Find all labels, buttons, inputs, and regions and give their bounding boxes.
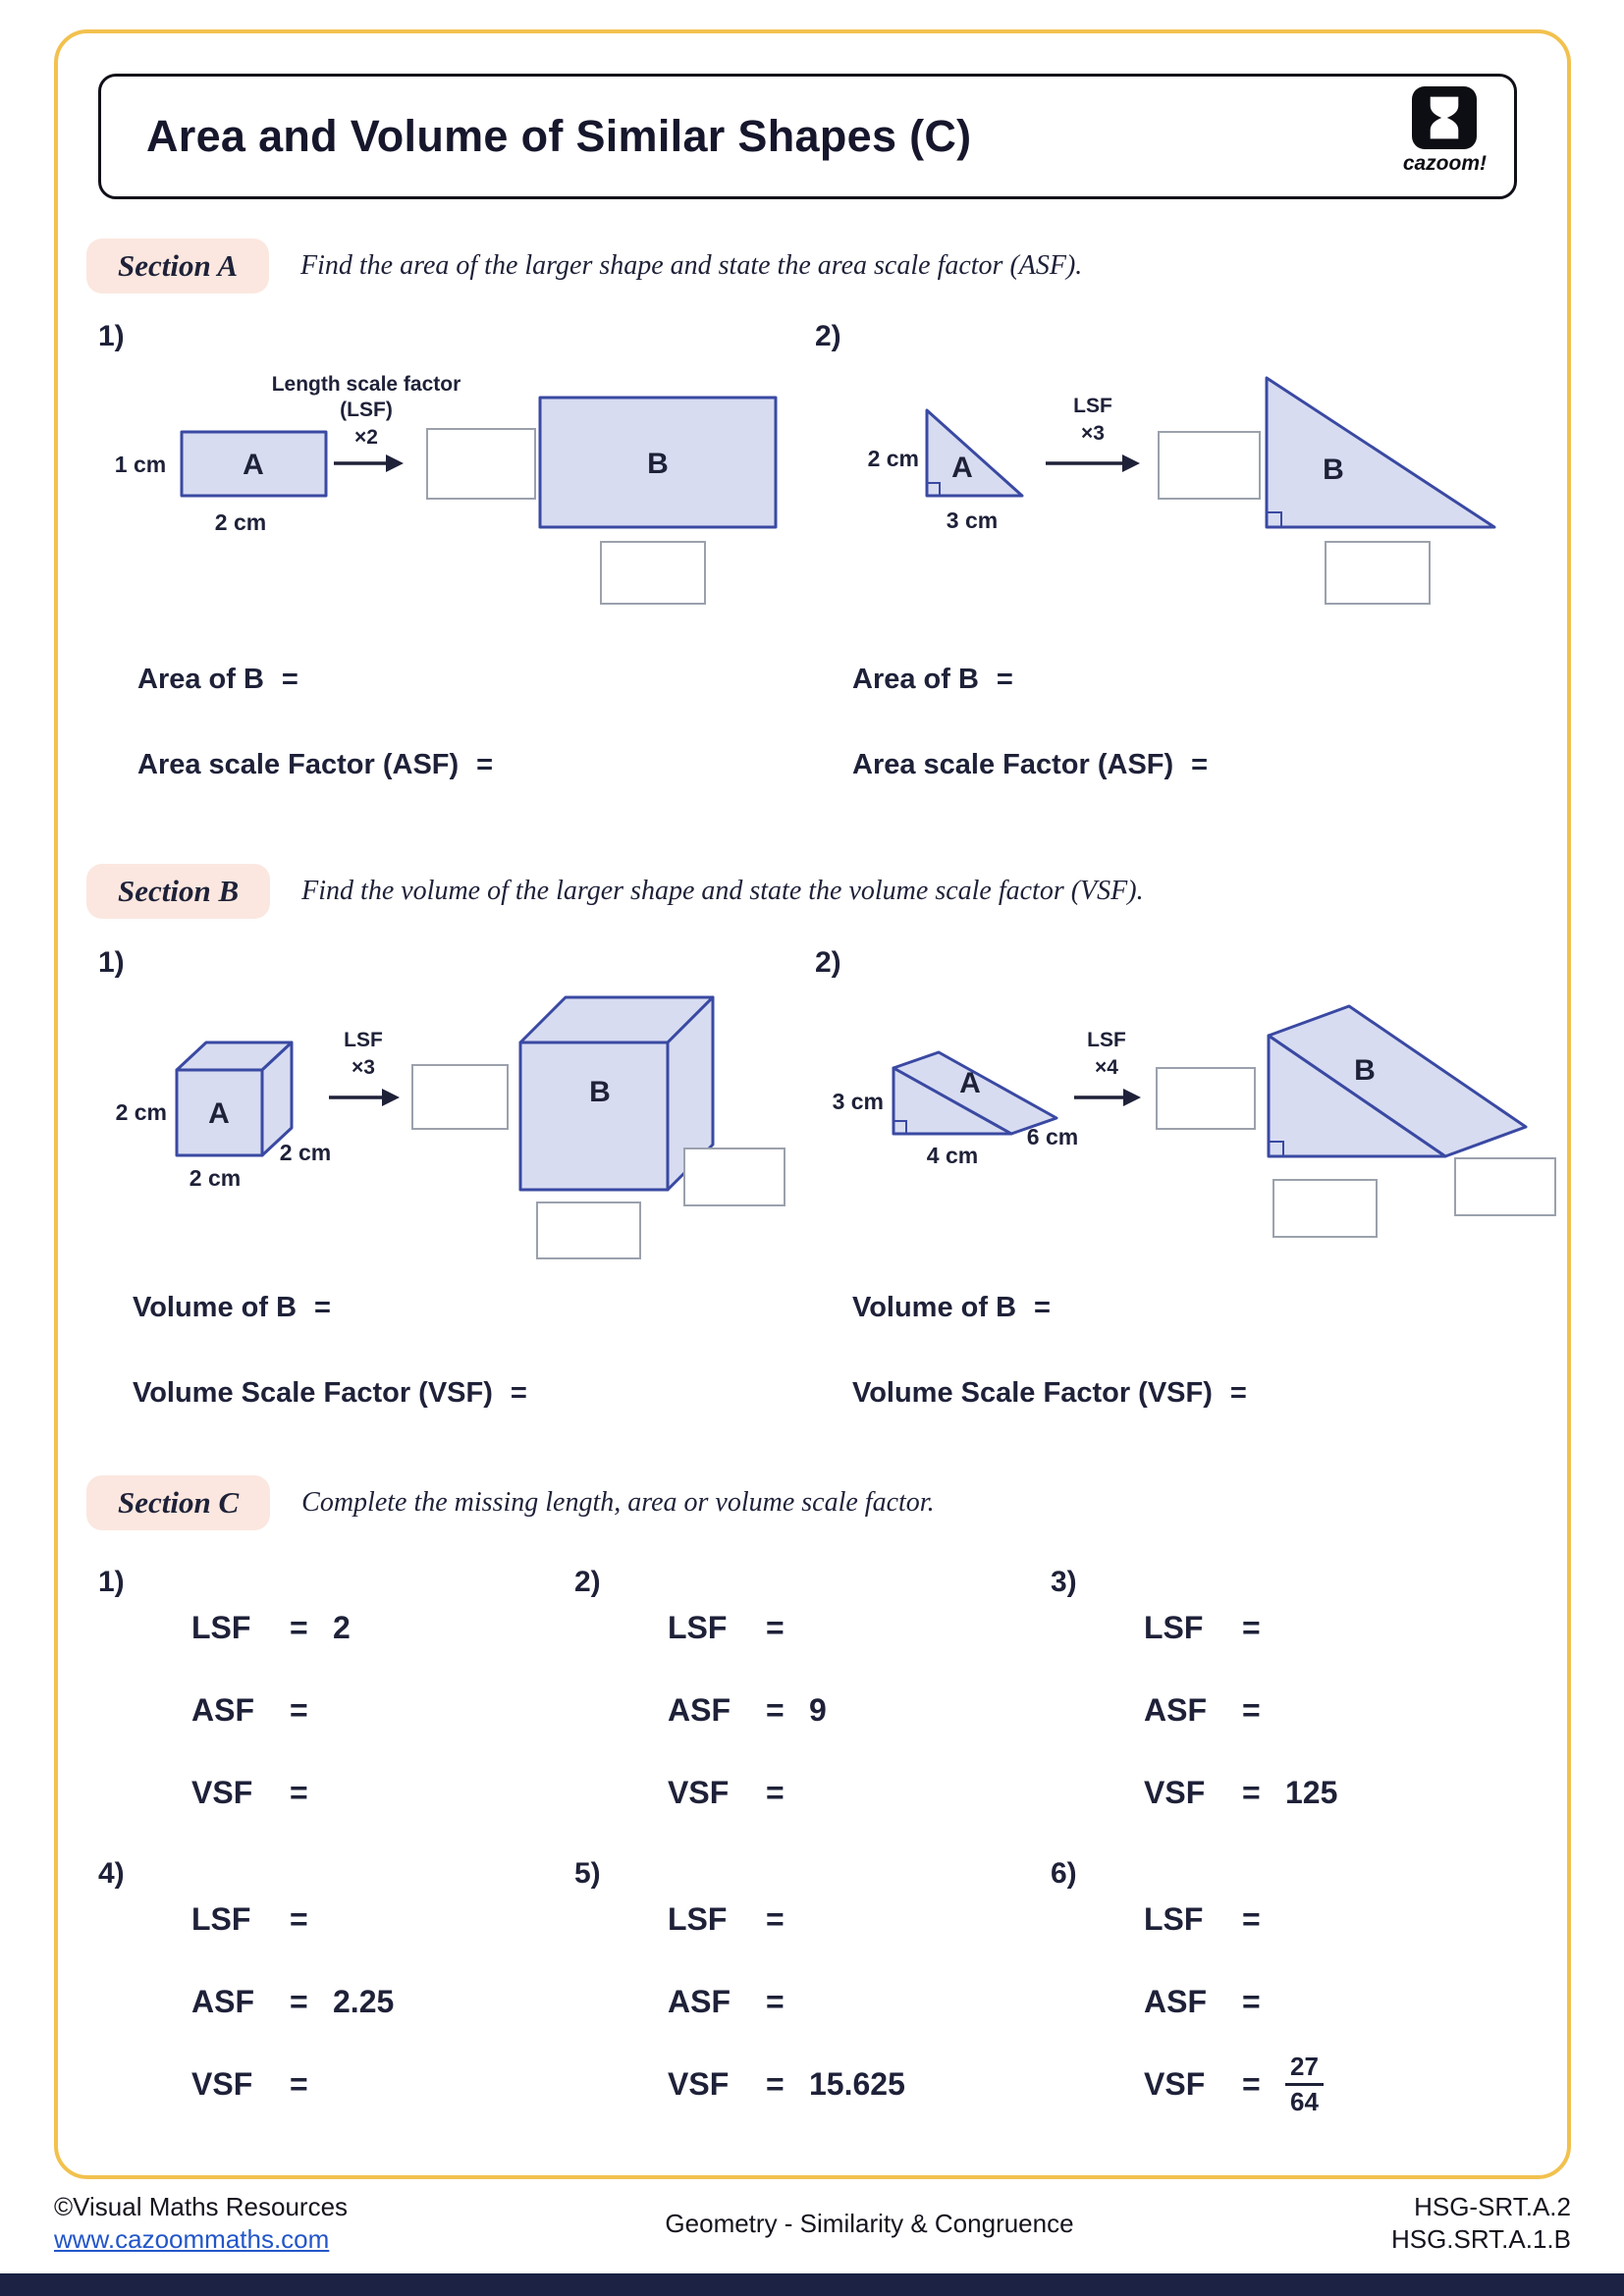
- shape-a-cube: [177, 1042, 292, 1155]
- vsf-line: Volume Scale Factor (VSF) =: [133, 1377, 527, 1409]
- asf-row: ASF =: [1144, 1692, 1261, 1728]
- section-b-label: Section B: [86, 864, 270, 919]
- area-of-b-line: Area of B =: [137, 664, 298, 695]
- scale-factor-item-2: [574, 1564, 827, 1856]
- section-c-instruction: Complete the missing length, area or volume scale factor.: [301, 1487, 935, 1518]
- question-number: 6): [1051, 1857, 1077, 1890]
- footer: [54, 2191, 1571, 2256]
- question-number: 2): [815, 320, 841, 352]
- section-c-header: [86, 1475, 935, 1530]
- lsf-factor: ×2: [354, 426, 378, 449]
- question-number: 1): [98, 320, 125, 352]
- dim-left: 2 cm: [115, 1099, 167, 1125]
- lsf-row: LSF = 2: [191, 1610, 351, 1645]
- section-b-q1-diagram: [93, 991, 820, 1276]
- lsf-row: LSF =: [191, 1901, 308, 1937]
- scale-factor-item-1: [98, 1564, 351, 1856]
- bottom-bar: [0, 2273, 1624, 2296]
- arrow-right-icon: [1046, 454, 1140, 472]
- scale-factor-item-6: [1051, 1855, 1324, 2175]
- area-of-b-line: Area of B =: [852, 664, 1013, 695]
- section-c-label: Section C: [86, 1475, 270, 1530]
- section-a-header: [86, 239, 1082, 294]
- answer-box[interactable]: [1157, 1068, 1255, 1129]
- arrow-right-icon: [1074, 1089, 1141, 1106]
- fraction-value: $\frac{27}{64}$: [1285, 2052, 1324, 2116]
- vsf-row: VSF =: [668, 1775, 785, 1810]
- shape-b-label: B: [647, 448, 669, 480]
- dim-left: 1 cm: [114, 452, 167, 477]
- vsf-line: Volume Scale Factor (VSF) =: [852, 1377, 1247, 1409]
- volume-of-b-line: Volume of B =: [852, 1292, 1051, 1323]
- answer-box[interactable]: [412, 1065, 508, 1129]
- standard-code-2: HSG.SRT.A.1.B: [1390, 2224, 1571, 2254]
- lsf-factor: ×3: [1081, 422, 1105, 445]
- section-a-q2-diagram: [815, 363, 1532, 638]
- asf-row: ASF =: [1144, 1984, 1261, 2019]
- shape-a-label: A: [243, 449, 264, 481]
- scale-factor-item-4: [98, 1855, 394, 2148]
- answer-box[interactable]: [684, 1148, 785, 1205]
- scale-factor-item-3: [1051, 1564, 1337, 1856]
- asf-row: ASF = 2.25: [191, 1984, 395, 2019]
- question-number: 2): [574, 1566, 601, 1598]
- arrow-right-icon: [334, 454, 404, 472]
- question-number: 2): [815, 946, 841, 979]
- footer-subject: Geometry - Similarity & Congruence: [665, 2208, 1074, 2238]
- brand-name: cazoom!: [1402, 152, 1487, 175]
- section-b-header: [86, 864, 1144, 919]
- vsf-row: VSF = 125: [1144, 1775, 1338, 1810]
- hourglass-icon: [1423, 93, 1466, 142]
- lsf-factor: ×3: [352, 1056, 375, 1079]
- dim-bottom: 2 cm: [214, 509, 267, 535]
- brand-logo: [1403, 86, 1487, 176]
- asf-row: ASF =: [191, 1692, 308, 1728]
- question-number: 1): [98, 1566, 125, 1598]
- lsf-row: LSF =: [1144, 1610, 1261, 1645]
- answer-box[interactable]: [1326, 542, 1430, 604]
- answer-box[interactable]: [427, 429, 535, 499]
- volume-of-b-line: Volume of B =: [133, 1292, 331, 1323]
- lsf-factor: ×4: [1095, 1056, 1118, 1079]
- shape-a-triangle: [927, 410, 1022, 496]
- vsf-row: VSF =: [191, 2066, 308, 2102]
- section-a-label: Section A: [86, 239, 269, 294]
- lsf-caption: LSF: [1073, 395, 1112, 417]
- question-number: 4): [98, 1857, 125, 1890]
- dim-depth: 2 cm: [279, 1140, 332, 1165]
- section-a-instruction: Find the area of the larger shape and state the area scale factor (ASF).: [300, 250, 1083, 281]
- page-title: Area and Volume of Similar Shapes (C): [146, 111, 972, 161]
- shape-b-triangle: [1267, 378, 1494, 527]
- question-number: 5): [574, 1857, 601, 1890]
- question-number: 3): [1051, 1566, 1077, 1598]
- section-b-instruction: Find the volume of the larger shape and state the volume scale factor (VSF).: [301, 876, 1144, 906]
- scale-factor-item-5: [574, 1855, 905, 2148]
- lsf-caption: LSF: [344, 1029, 383, 1051]
- title-box: [98, 74, 1517, 199]
- dim-depth: 6 cm: [1026, 1124, 1079, 1149]
- lsf-row: LSF =: [668, 1901, 785, 1937]
- section-b-q2-diagram: [815, 991, 1591, 1276]
- lsf-caption: (LSF): [340, 399, 393, 421]
- website-link[interactable]: www.cazoommaths.com: [54, 2224, 330, 2254]
- lsf-caption: Length scale factor: [271, 373, 461, 396]
- lsf-row: LSF =: [1144, 1901, 1261, 1937]
- lsf-row: LSF =: [668, 1610, 785, 1645]
- dim-left: 2 cm: [867, 446, 919, 471]
- standard-code-1: HSG-SRT.A.2: [1414, 2192, 1571, 2221]
- shape-a-label: A: [208, 1097, 230, 1130]
- dim-left: 3 cm: [832, 1089, 884, 1114]
- asf-row: ASF = 9: [668, 1692, 827, 1728]
- dim-bottom: 3 cm: [946, 507, 999, 533]
- copyright-text: ©Visual Maths Resources: [54, 2192, 349, 2221]
- asf-line: Area scale Factor (ASF) =: [137, 749, 494, 780]
- shape-b-label: B: [1354, 1054, 1376, 1087]
- vsf-row: VSF = 15.625: [668, 2066, 905, 2102]
- section-a-q1-diagram: [93, 363, 790, 638]
- shape-a-label: A: [959, 1067, 981, 1099]
- asf-row: ASF =: [668, 1984, 785, 2019]
- dim-bottom: 2 cm: [189, 1165, 242, 1191]
- answer-box[interactable]: [1455, 1158, 1555, 1215]
- shape-a-label: A: [951, 452, 973, 484]
- footer-standards: [1391, 2191, 1571, 2256]
- arrow-right-icon: [329, 1089, 400, 1106]
- shape-b-prism: [1269, 1006, 1526, 1156]
- dim-bottom: 4 cm: [926, 1143, 979, 1168]
- answer-box[interactable]: [601, 542, 705, 604]
- cazoom-logo-icon: [1412, 86, 1477, 149]
- shape-b-label: B: [1323, 454, 1344, 486]
- shape-b-label: B: [589, 1076, 611, 1108]
- vsf-row: VSF = $\frac{27}{64}$: [1144, 2065, 1324, 2130]
- answer-box[interactable]: [1273, 1180, 1377, 1237]
- question-number: 1): [98, 946, 125, 979]
- answer-box[interactable]: [537, 1202, 640, 1258]
- lsf-caption: LSF: [1087, 1029, 1126, 1051]
- asf-line: Area scale Factor (ASF) =: [852, 749, 1209, 780]
- answer-box[interactable]: [1159, 432, 1260, 499]
- vsf-row: VSF =: [191, 1775, 308, 1810]
